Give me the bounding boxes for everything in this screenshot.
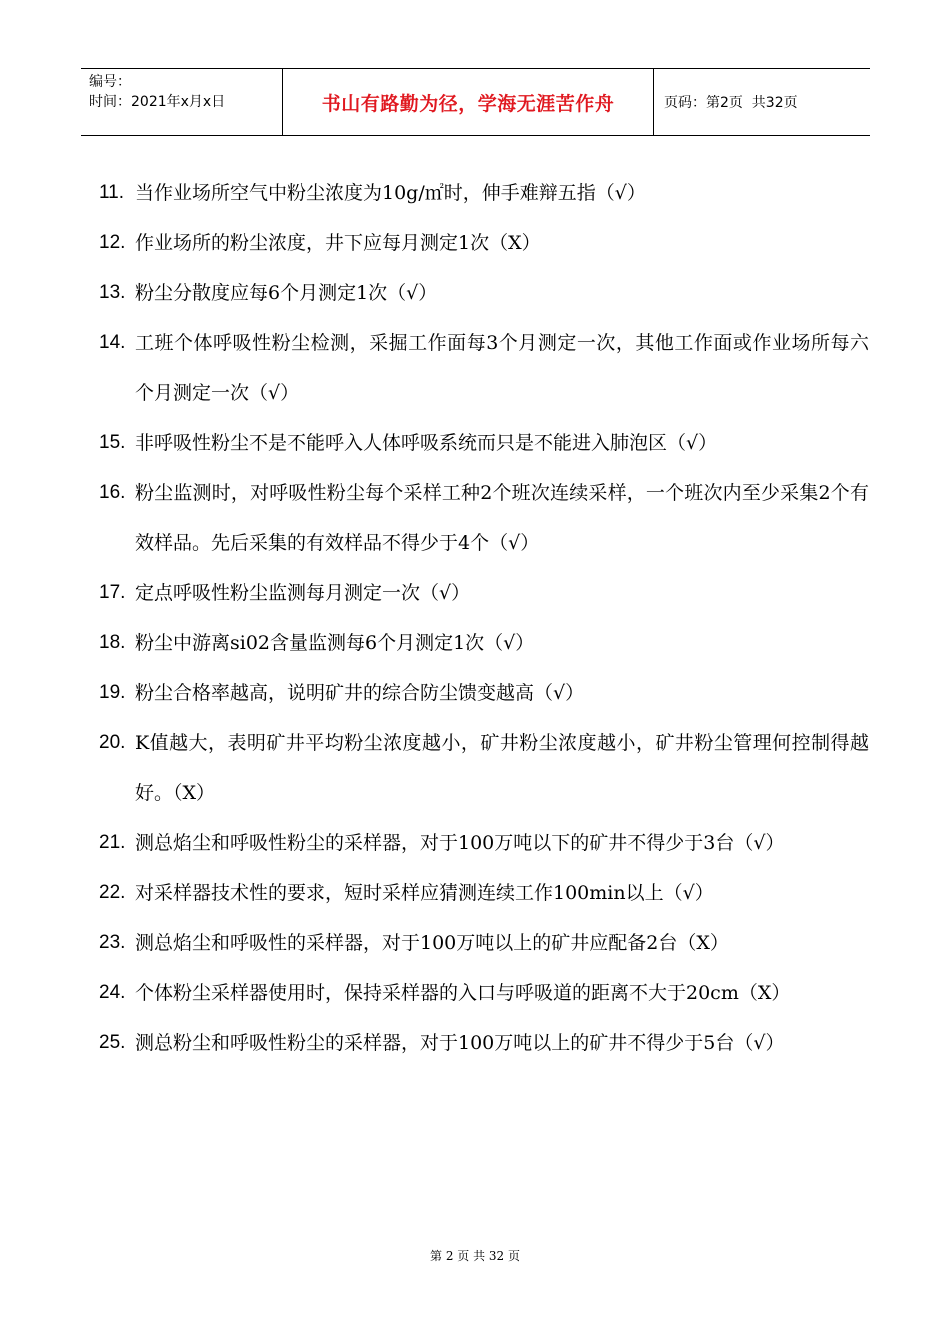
item-number: 23. xyxy=(99,932,126,953)
item-number: 22. xyxy=(99,882,126,903)
list-item xyxy=(99,318,869,418)
list-item xyxy=(99,718,869,818)
item-text: 定点呼吸性粉尘监测每月测定一次（√） xyxy=(135,582,471,604)
list-item xyxy=(99,868,869,918)
item-number: 17. xyxy=(99,582,126,603)
item-number: 14. xyxy=(99,332,126,353)
list-item xyxy=(99,218,869,268)
item-text: 测总焰尘和呼吸性粉尘的采样器，对于100万吨以下的矿井不得少于3台（√） xyxy=(135,832,785,854)
item-text: 对采样器技术性的要求，短时采样应猜测连续工作100min以上（√） xyxy=(135,882,714,904)
document-date: 时间：2021年x月x日 xyxy=(89,94,226,110)
item-text: 测总粉尘和呼吸性粉尘的采样器，对于100万吨以上的矿井不得少于5台（√） xyxy=(135,1032,785,1054)
item-number: 12. xyxy=(99,232,126,253)
header-page-info xyxy=(654,69,870,135)
page-footer: 第 2 页 共 32 页 xyxy=(430,1249,520,1263)
item-text: 工班个体呼吸性粉尘检测，采掘工作面每3个月测定一次，其他工作面或作业场所每六个月测定一次（√） xyxy=(135,332,869,404)
item-number: 19. xyxy=(99,682,126,703)
item-number: 20. xyxy=(99,732,126,753)
document-header xyxy=(81,68,870,136)
item-text: 非呼吸性粉尘不是不能呼入人体呼吸系统而只是不能进入肺泡区（√） xyxy=(135,432,718,454)
list-item xyxy=(99,568,869,618)
item-number: 21. xyxy=(99,832,126,853)
list-item xyxy=(99,918,869,968)
question-list xyxy=(99,168,869,1068)
document-number-label: 编号： xyxy=(89,74,131,90)
list-item xyxy=(99,618,869,668)
item-number: 24. xyxy=(99,982,126,1003)
header-meta xyxy=(81,69,282,135)
item-number: 15. xyxy=(99,432,126,453)
item-text: 作业场所的粉尘浓度，井下应每月测定1次（X） xyxy=(135,232,541,254)
item-number: 16. xyxy=(99,482,126,503)
header-page-info-text: 页码：第2页 共32页 xyxy=(664,95,798,111)
item-text: 测总焰尘和呼吸性的采样器，对于100万吨以上的矿井应配备2台（X） xyxy=(135,932,729,954)
list-item xyxy=(99,268,869,318)
list-item xyxy=(99,968,869,1018)
item-text: 个体粉尘采样器使用时，保持采样器的入口与呼吸道的距离不大于20cm（X） xyxy=(135,982,791,1004)
list-item xyxy=(99,468,869,568)
list-item xyxy=(99,418,869,468)
item-number: 18. xyxy=(99,632,126,653)
item-number: 11. xyxy=(99,182,125,203)
item-text: 粉尘合格率越高，说明矿井的综合防尘馈变越高（√） xyxy=(135,682,585,704)
item-text: 粉尘分散度应每6个月测定1次（√） xyxy=(135,282,438,304)
item-text: 粉尘中游离si02含量监测每6个月测定1次（√） xyxy=(135,632,535,654)
list-item xyxy=(99,668,869,718)
header-motto: 书山有路勤为径，学海无涯苦作舟 xyxy=(282,69,654,135)
item-text: K值越大，表明矿井平均粉尘浓度越小，矿井粉尘浓度越小，矿井粉尘管理何控制得越好。（X） xyxy=(135,732,869,804)
item-number: 13. xyxy=(99,282,126,303)
item-text: 当作业场所空气中粉尘浓度为10g/㎡时，伸手难辩五指（√） xyxy=(135,182,646,204)
list-item xyxy=(99,168,869,218)
list-item xyxy=(99,1018,869,1068)
list-item xyxy=(99,818,869,868)
item-number: 25. xyxy=(99,1032,126,1053)
item-text: 粉尘监测时，对呼吸性粉尘每个采样工种2个班次连续采样，一个班次内至少采集2个有效样品。先后采集的有效样品不得少于4个（√） xyxy=(135,482,869,554)
